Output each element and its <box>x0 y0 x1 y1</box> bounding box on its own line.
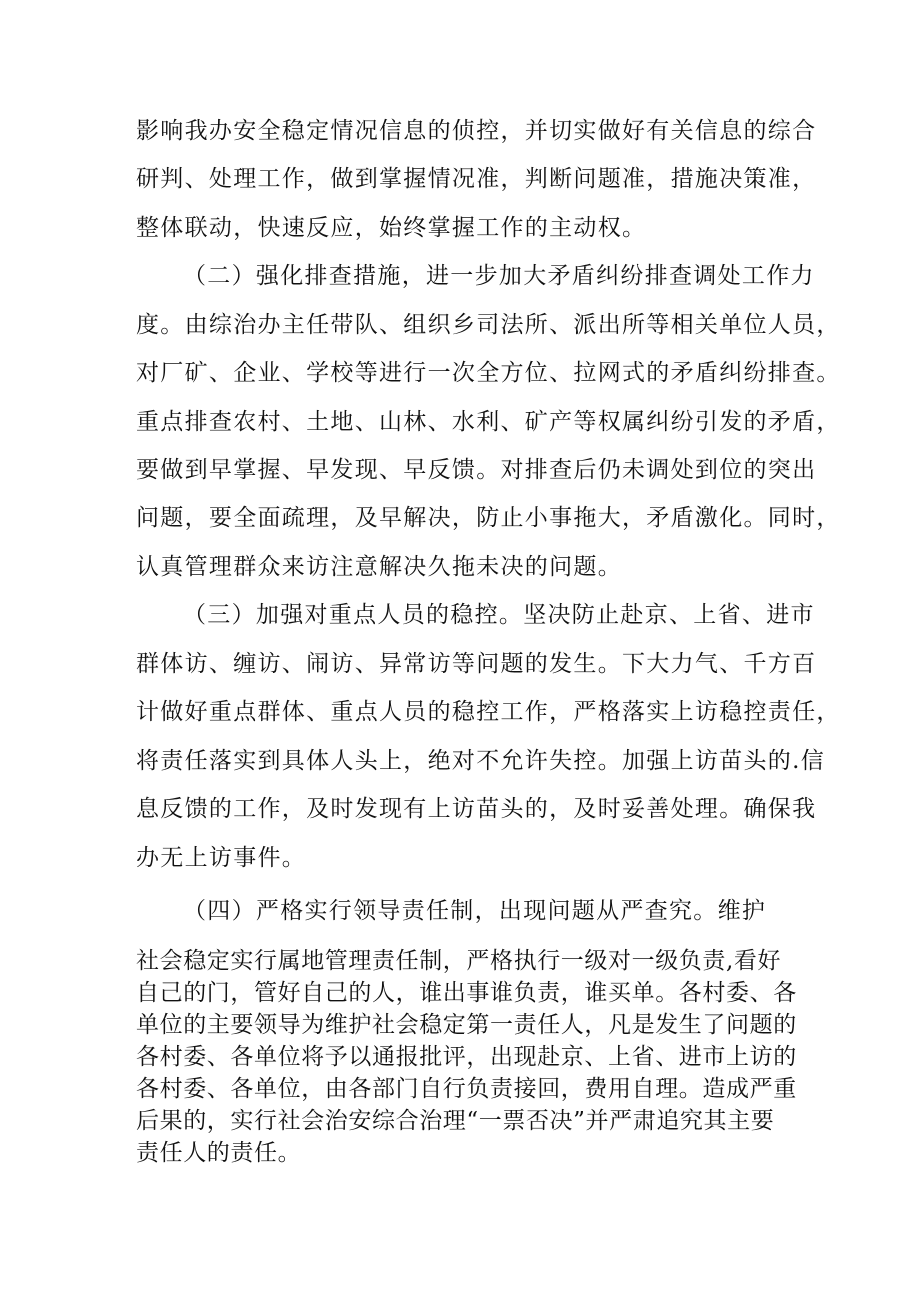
p3-line-1: （三）加强对重点人员的稳控。坚决防止赴京、上省、进市 <box>183 602 815 628</box>
p2-line-4: 重点排查农村、土地、山林、水利、矿产等权属纠纷引发的矛盾， <box>136 409 841 435</box>
p3-line-4: 将责任落实到具体人头上，绝对不允许失控。加强上访苗头的.信 <box>136 748 826 774</box>
p1-line-3: 整体联动，快速反应，始终掌握工作的主动权。 <box>136 215 647 241</box>
p4-line-3: 单位的主要领导为维护社会稳定第一责任人，凡是发生了问题的 <box>136 1012 797 1038</box>
p2-line-1: （二）强化排查措施，进一步加大矛盾纠纷排查调处工作力 <box>183 263 815 289</box>
p4-line-7: 责任人的责任。 <box>136 1140 302 1166</box>
p2-line-7: 认真管理群众来访注意解决久拖未决的问题。 <box>136 554 622 580</box>
p4-line-5: 各村委、各单位，由各部门自行负责接回，费用自理。造成严重 <box>136 1076 797 1102</box>
p2-line-5: 要做到早掌握、早发现、早反馈。对排查后仍未调处到位的突出 <box>136 457 817 483</box>
p3-line-5: 息反馈的工作，及时发现有上访苗头的，及时妥善处理。确保我 <box>136 796 817 822</box>
p2-line-3: 对厂矿、企业、学校等进行一次全方位、拉网式的矛盾纠纷排查。 <box>136 360 841 386</box>
p3-line-3: 计做好重点群体、重点人员的稳控工作，严格落实上访稳控责任， <box>136 699 841 725</box>
p1-line-2: 研判、处理工作，做到掌握情况准，判断问题准，措施决策准， <box>136 166 817 192</box>
p4-line-2: 自己的门，管好自己的人，谁出事谁负责，谁买单。各村委、各 <box>136 980 797 1006</box>
p4-line-6: 后果的，实行社会治安综合治理“一票否决”并严肃追究其主要 <box>136 1108 775 1134</box>
p2-line-6: 问题，要全面疏理，及早解决，防止小事拖大，矛盾激化。同时， <box>136 505 841 531</box>
p3-line-2: 群体访、缠访、闹访、异常访等问题的发生。下大力气、千方百 <box>136 651 817 677</box>
p3-line-6: 办无上访事件。 <box>136 845 307 871</box>
p4-heading: （四）严格实行领导责任制，出现问题从严查究。维护 <box>183 898 767 924</box>
p4-line-4: 各村委、各单位将予以通报批评，出现赴京、上省、进市上访的 <box>136 1044 797 1070</box>
p4-line-1: 社会稳定实行属地管理责任制，严格执行一级对一级负责,看好 <box>136 948 782 974</box>
p2-line-2: 度。由综治办主任带队、组织乡司法所、派出所等相关单位人员， <box>136 312 841 338</box>
p1-line-1: 影响我办安全稳定情况信息的侦控，并切实做好有关信息的综合 <box>136 118 817 144</box>
